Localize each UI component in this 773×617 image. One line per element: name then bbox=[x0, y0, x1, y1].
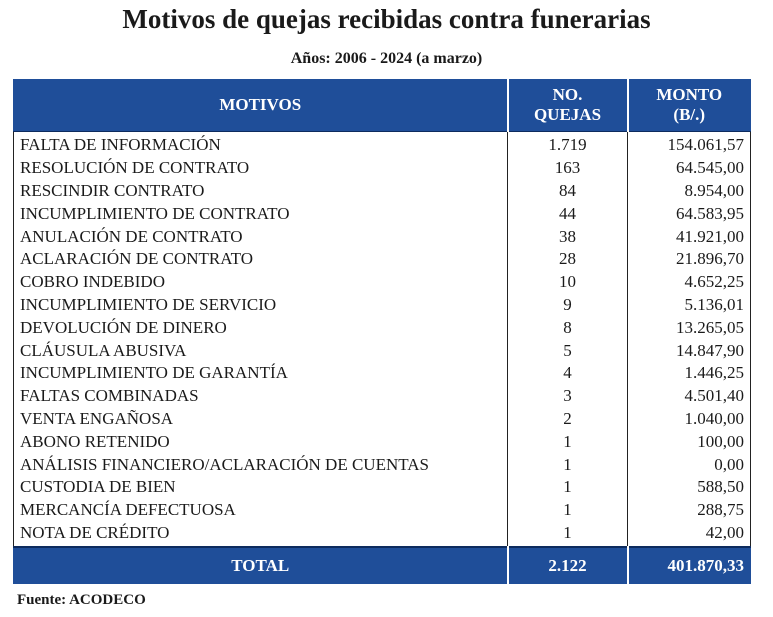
motivo-cell: CLÁUSULA ABUSIVA bbox=[14, 339, 508, 362]
monto-cell: 4.652,25 bbox=[628, 271, 751, 294]
total-label: TOTAL bbox=[14, 547, 508, 584]
monto-cell: 0,00 bbox=[628, 453, 751, 476]
quejas-cell: 1 bbox=[508, 453, 628, 476]
total-monto: 401.870,33 bbox=[628, 547, 751, 584]
quejas-cell: 38 bbox=[508, 225, 628, 248]
quejas-cell: 1 bbox=[508, 430, 628, 453]
monto-cell: 154.061,57 bbox=[628, 132, 751, 157]
motivo-cell: FALTAS COMBINADAS bbox=[14, 385, 508, 408]
header-monto-line2: (B/.) bbox=[673, 105, 706, 124]
header-motivos bbox=[14, 79, 508, 132]
motivo-cell: INCUMPLIMIENTO DE CONTRATO bbox=[14, 202, 508, 225]
monto-cell: 41.921,00 bbox=[628, 225, 751, 248]
quejas-cell: 28 bbox=[508, 248, 628, 271]
motivo-cell: FALTA DE INFORMACIÓN bbox=[14, 132, 508, 157]
page-title: Motivos de quejas recibidas contra funerarias bbox=[122, 4, 651, 34]
table-row bbox=[14, 132, 751, 157]
table-row bbox=[14, 339, 751, 362]
motivo-cell: VENTA ENGAÑOSA bbox=[14, 408, 508, 431]
table-row bbox=[14, 316, 751, 339]
quejas-cell: 84 bbox=[508, 180, 628, 203]
table-total-row bbox=[14, 547, 751, 584]
source-note: Fuente: ACODECO bbox=[17, 592, 146, 608]
monto-cell: 64.545,00 bbox=[628, 157, 751, 180]
motivo-cell: NOTA DE CRÉDITO bbox=[14, 522, 508, 548]
table-row bbox=[14, 408, 751, 431]
table-row bbox=[14, 499, 751, 522]
table-row bbox=[14, 225, 751, 248]
header-quejas-line2: QUEJAS bbox=[533, 105, 602, 124]
page-subtitle: Años: 2006 - 2024 (a marzo) bbox=[290, 50, 483, 67]
motivo-cell: COBRO INDEBIDO bbox=[14, 271, 508, 294]
quejas-cell: 5 bbox=[508, 339, 628, 362]
header-monto-line1: MONTO bbox=[656, 85, 723, 104]
monto-cell: 21.896,70 bbox=[628, 248, 751, 271]
motivo-cell: INCUMPLIMIENTO DE GARANTÍA bbox=[14, 362, 508, 385]
motivo-cell: ABONO RETENIDO bbox=[14, 430, 508, 453]
motivo-cell: INCUMPLIMIENTO DE SERVICIO bbox=[14, 294, 508, 317]
header-motivos-label: MOTIVOS bbox=[219, 95, 302, 114]
monto-cell: 64.583,95 bbox=[628, 202, 751, 225]
quejas-cell: 1 bbox=[508, 476, 628, 499]
table-row bbox=[14, 157, 751, 180]
quejas-cell: 1 bbox=[508, 499, 628, 522]
quejas-cell: 1 bbox=[508, 522, 628, 548]
table-row bbox=[14, 430, 751, 453]
quejas-cell: 1.719 bbox=[508, 132, 628, 157]
table-row bbox=[14, 248, 751, 271]
monto-cell: 1.040,00 bbox=[628, 408, 751, 431]
motivo-cell: RESOLUCIÓN DE CONTRATO bbox=[14, 157, 508, 180]
monto-cell: 4.501,40 bbox=[628, 385, 751, 408]
table-row bbox=[14, 294, 751, 317]
header-quejas-line1: NO. bbox=[552, 85, 583, 104]
motivo-cell: ACLARACIÓN DE CONTRATO bbox=[14, 248, 508, 271]
monto-cell: 8.954,00 bbox=[628, 180, 751, 203]
quejas-cell: 10 bbox=[508, 271, 628, 294]
table-row bbox=[14, 180, 751, 203]
table-row bbox=[14, 385, 751, 408]
table-row bbox=[14, 476, 751, 499]
quejas-cell: 9 bbox=[508, 294, 628, 317]
motivo-cell: ANULACIÓN DE CONTRATO bbox=[14, 225, 508, 248]
quejas-cell: 44 bbox=[508, 202, 628, 225]
quejas-cell: 2 bbox=[508, 408, 628, 431]
table-row bbox=[14, 271, 751, 294]
monto-cell: 288,75 bbox=[628, 499, 751, 522]
header-quejas bbox=[508, 79, 628, 132]
motivo-cell: ANÁLISIS FINANCIERO/ACLARACIÓN DE CUENTAS bbox=[14, 453, 508, 476]
table-header-row bbox=[14, 79, 751, 132]
monto-cell: 100,00 bbox=[628, 430, 751, 453]
quejas-cell: 163 bbox=[508, 157, 628, 180]
monto-cell: 14.847,90 bbox=[628, 339, 751, 362]
monto-cell: 1.446,25 bbox=[628, 362, 751, 385]
total-quejas: 2.122 bbox=[508, 547, 628, 584]
motivo-cell: MERCANCÍA DEFECTUOSA bbox=[14, 499, 508, 522]
monto-cell: 13.265,05 bbox=[628, 316, 751, 339]
motivo-cell: DEVOLUCIÓN DE DINERO bbox=[14, 316, 508, 339]
monto-cell: 42,00 bbox=[628, 522, 751, 548]
table-row bbox=[14, 362, 751, 385]
header-monto bbox=[628, 79, 751, 132]
table-row bbox=[14, 453, 751, 476]
quejas-cell: 8 bbox=[508, 316, 628, 339]
quejas-cell: 3 bbox=[508, 385, 628, 408]
motivo-cell: CUSTODIA DE BIEN bbox=[14, 476, 508, 499]
motivo-cell: RESCINDIR CONTRATO bbox=[14, 180, 508, 203]
monto-cell: 5.136,01 bbox=[628, 294, 751, 317]
table-row bbox=[14, 522, 751, 548]
table-row bbox=[14, 202, 751, 225]
complaints-table bbox=[13, 79, 751, 584]
quejas-cell: 4 bbox=[508, 362, 628, 385]
monto-cell: 588,50 bbox=[628, 476, 751, 499]
